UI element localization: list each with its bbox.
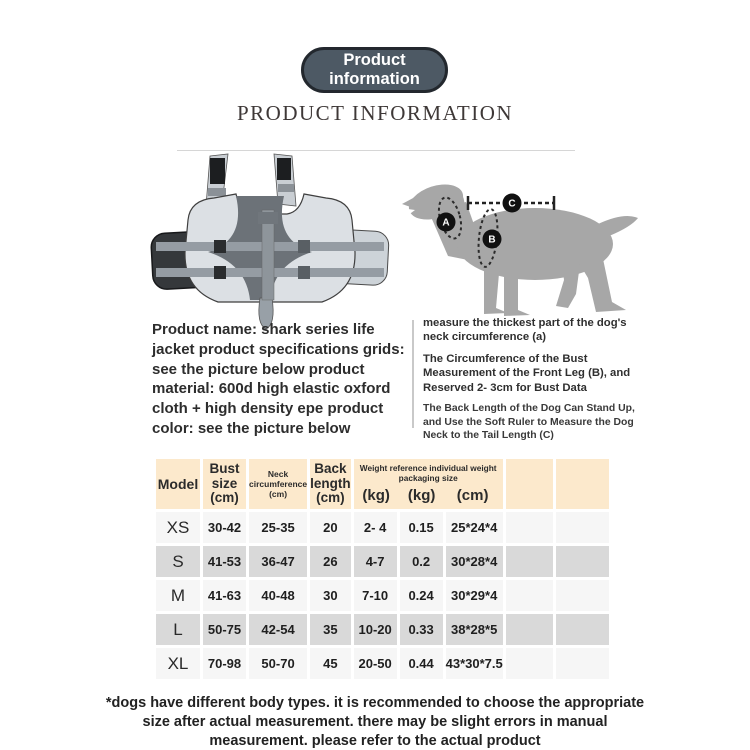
cell-neck: 42-54 — [249, 614, 307, 645]
col-header-empty-2 — [556, 459, 609, 509]
table-row — [156, 512, 609, 543]
col-header-model: Model — [156, 459, 200, 509]
cell-empty — [506, 648, 553, 679]
cell-pack-size: 30*29*4 — [446, 580, 503, 611]
cell-empty — [556, 512, 609, 543]
col-header-empty-1 — [506, 459, 553, 509]
col-header-neck: Neck circumference (cm) — [249, 459, 307, 509]
weight-group-title: Weight reference individual weight packaging size — [359, 463, 497, 484]
cell-back: 20 — [310, 512, 351, 543]
section-divider — [177, 150, 575, 151]
cell-pack-size: 30*28*4 — [446, 546, 503, 577]
cell-model: S — [156, 546, 200, 577]
cell-back: 45 — [310, 648, 351, 679]
cell-weight: 4-7 — [354, 546, 397, 577]
disclaimer-text: *dogs have different body types. it is recommended to choose the appropriate size after actual measurement. there may be slight errors in manual measurement. please refer to the actual product — [105, 695, 645, 749]
label-b: B — [488, 234, 496, 246]
cell-model: XS — [156, 512, 200, 543]
cell-pack-weight: 0.2 — [400, 546, 443, 577]
cell-back: 30 — [310, 580, 351, 611]
cell-pack-size: 25*24*4 — [446, 512, 503, 543]
cell-back: 35 — [310, 614, 351, 645]
product-description: Product name: shark series life jacket product specifications grids: see the picture below product material: 600d high elastic oxford cloth + high density epe product color: see the picture below — [152, 321, 405, 437]
table-row — [156, 580, 609, 611]
cell-empty — [556, 648, 609, 679]
page-title: PRODUCT INFORMATION — [236, 101, 514, 125]
measurement-guide — [423, 316, 651, 450]
col-header-kg2: (kg) — [407, 486, 436, 504]
cell-pack-weight: 0.44 — [400, 648, 443, 679]
cell-empty — [506, 614, 553, 645]
cell-neck: 36-47 — [249, 546, 307, 577]
col-header-weight-group — [354, 459, 503, 509]
col-header-cm: (cm) — [456, 486, 489, 504]
col-header-kg1: (kg) — [362, 486, 390, 504]
cell-pack-weight: 0.24 — [400, 580, 443, 611]
badge-label: Product information — [329, 51, 420, 88]
vest-body — [151, 194, 390, 329]
cell-neck: 40-48 — [249, 580, 307, 611]
table-header-row — [156, 459, 609, 509]
cell-bust: 41-63 — [203, 580, 246, 611]
label-a: A — [442, 217, 450, 229]
cell-model: L — [156, 614, 200, 645]
cell-weight: 2- 4 — [354, 512, 397, 543]
cell-bust: 50-75 — [203, 614, 246, 645]
product-information-badge — [301, 47, 448, 93]
life-jacket-image — [150, 152, 390, 330]
cell-bust: 30-42 — [203, 512, 246, 543]
col-header-back: Back length (cm) — [310, 459, 351, 509]
cell-empty — [556, 580, 609, 611]
guide-step-back: The Back Length of the Dog Can Stand Up, and Use the Soft Ruler to Measure the Dog Neck to the Tail Length (C) — [423, 403, 635, 442]
cell-neck: 25-35 — [249, 512, 307, 543]
table-row — [156, 614, 609, 645]
cell-bust: 70-98 — [203, 648, 246, 679]
text-column-divider — [412, 320, 414, 428]
cell-empty — [556, 546, 609, 577]
cell-empty — [556, 614, 609, 645]
cell-weight: 7-10 — [354, 580, 397, 611]
col-header-bust: Bust size (cm) — [203, 459, 246, 509]
cell-empty — [506, 580, 553, 611]
cell-neck: 50-70 — [249, 648, 307, 679]
cell-model: XL — [156, 648, 200, 679]
cell-empty — [506, 546, 553, 577]
dog-measurement-diagram — [400, 162, 640, 320]
size-chart-table — [153, 456, 612, 682]
table-row — [156, 648, 609, 679]
cell-weight: 10-20 — [354, 614, 397, 645]
label-c: C — [508, 198, 516, 210]
cell-pack-size: 38*28*5 — [446, 614, 503, 645]
cell-pack-size: 43*30*7.5 — [446, 648, 503, 679]
cell-model: M — [156, 580, 200, 611]
cell-pack-weight: 0.15 — [400, 512, 443, 543]
cell-empty — [506, 512, 553, 543]
cell-pack-weight: 0.33 — [400, 614, 443, 645]
guide-step-bust: The Circumference of the Bust Measurement of the Front Leg (B), and Reserved 2- 3cm for Bust Data — [423, 352, 631, 394]
cell-back: 26 — [310, 546, 351, 577]
table-row — [156, 546, 609, 577]
cell-weight: 20-50 — [354, 648, 397, 679]
cell-bust: 41-53 — [203, 546, 246, 577]
guide-step-neck: measure the thickest part of the dog's neck circumference (a) — [423, 317, 627, 344]
